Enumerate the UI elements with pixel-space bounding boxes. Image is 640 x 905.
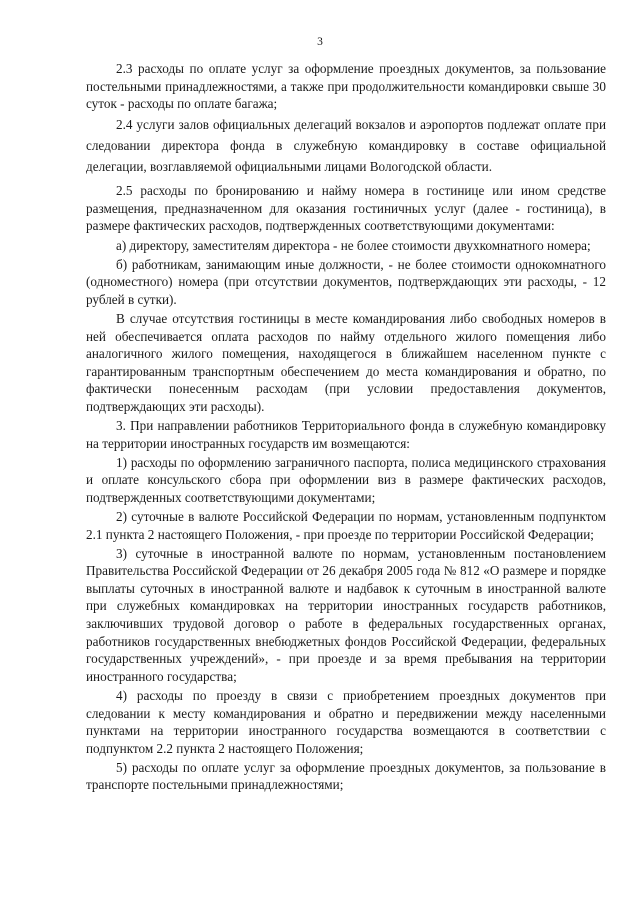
paragraph-3-4: 4) расходы по проезду в связи с приобретением проездных документов при следовании к месту командирования и обратно и передвижении между населенными пунктами на территории иностранного государства возмещаются в соответствии с подпунктом 2.2 пункта 2 настоящего Положения;	[86, 687, 606, 756]
paragraph-2-4: 2.4 услуги залов официальных делегаций вокзалов и аэропортов подлежат оплате при следовании директора фонда в служебную командировку в составе официальной делегации, возглавляемой официальными лицами Вологодской области.	[86, 117, 606, 175]
paragraph-no-hotel: В случае отсутствия гостиницы в месте командирования либо свободных номеров в ней обеспечивается оплата расходов по найму отдельного жилого помещения либо аналогичного жилого помещения, находящегося в ближайшем населенном пункте с гарантированным транспортным обеспечением до места командирования и обратно, по фактически понесенным расходам (при условии предоставления документов, подтверждающих эти расходы).	[86, 310, 606, 414]
paragraph-3: 3. При направлении работников Территориального фонда в служебную командировку на территории иностранных государств им возмещаются:	[86, 418, 606, 451]
paragraph-3-3: 3) суточные в иностранной валюте по нормам, установленным постановлением Правительства Российской Федерации от 26 декабря 2005 года № 812 «О размере и порядке выплаты суточных в иностранной валюте и надбавок к суточным в иностранной валюте при служебных командировках на территории иностранных государств работников, заключивших трудовой договор о работе в федеральных государственных органах, работников государственных внебюджетных фондов Российской Федерации, федеральных государственных учреждений», - при проезде и за время пребывания на территории иностранного государства;	[86, 545, 606, 684]
paragraph-2-3: 2.3 расходы по оплате услуг за оформление проездных документов, за пользование постельными принадлежностями, а также при продолжительности командировки свыше 30 суток - расходы по оплате багажа;	[86, 61, 606, 112]
paragraph-3-1: 1) расходы по оформлению заграничного паспорта, полиса медицинского страхования и оплате консульского сбора при оформлении виз в размере фактических расходов, подтвержденных соответствующими документами;	[86, 454, 606, 505]
paragraph-2-5: 2.5 расходы по бронированию и найму номера в гостинице или ином средстве размещения, предназначенном для оказания гостиничных услуг (далее - гостиница), в размере фактических расходов, подтвержденных соответствующими документами:	[86, 183, 606, 234]
document-body	[86, 60, 606, 794]
paragraph-2-5-b: б) работникам, занимающим иные должности, - не более стоимости однокомнатного (одноместного) номера (при отсутствии документов, подтверждающих эти расходы, - 12 рублей в сутки).	[86, 256, 606, 307]
paragraph-3-2: 2) суточные в валюте Российской Федерации по нормам, установленным подпунктом 2.1 пункта 2 настоящего Положения, - при проезде по территории Российской Федерации;	[86, 508, 606, 542]
paragraph-2-5-a: а) директору, заместителям директора - не более стоимости двухкомнатного номера;	[116, 237, 591, 253]
paragraph-3-5: 5) расходы по оплате услуг за оформление проездных документов, за пользование в транспорте постельными принадлежностями;	[86, 759, 606, 793]
page-number: 3	[317, 36, 323, 48]
